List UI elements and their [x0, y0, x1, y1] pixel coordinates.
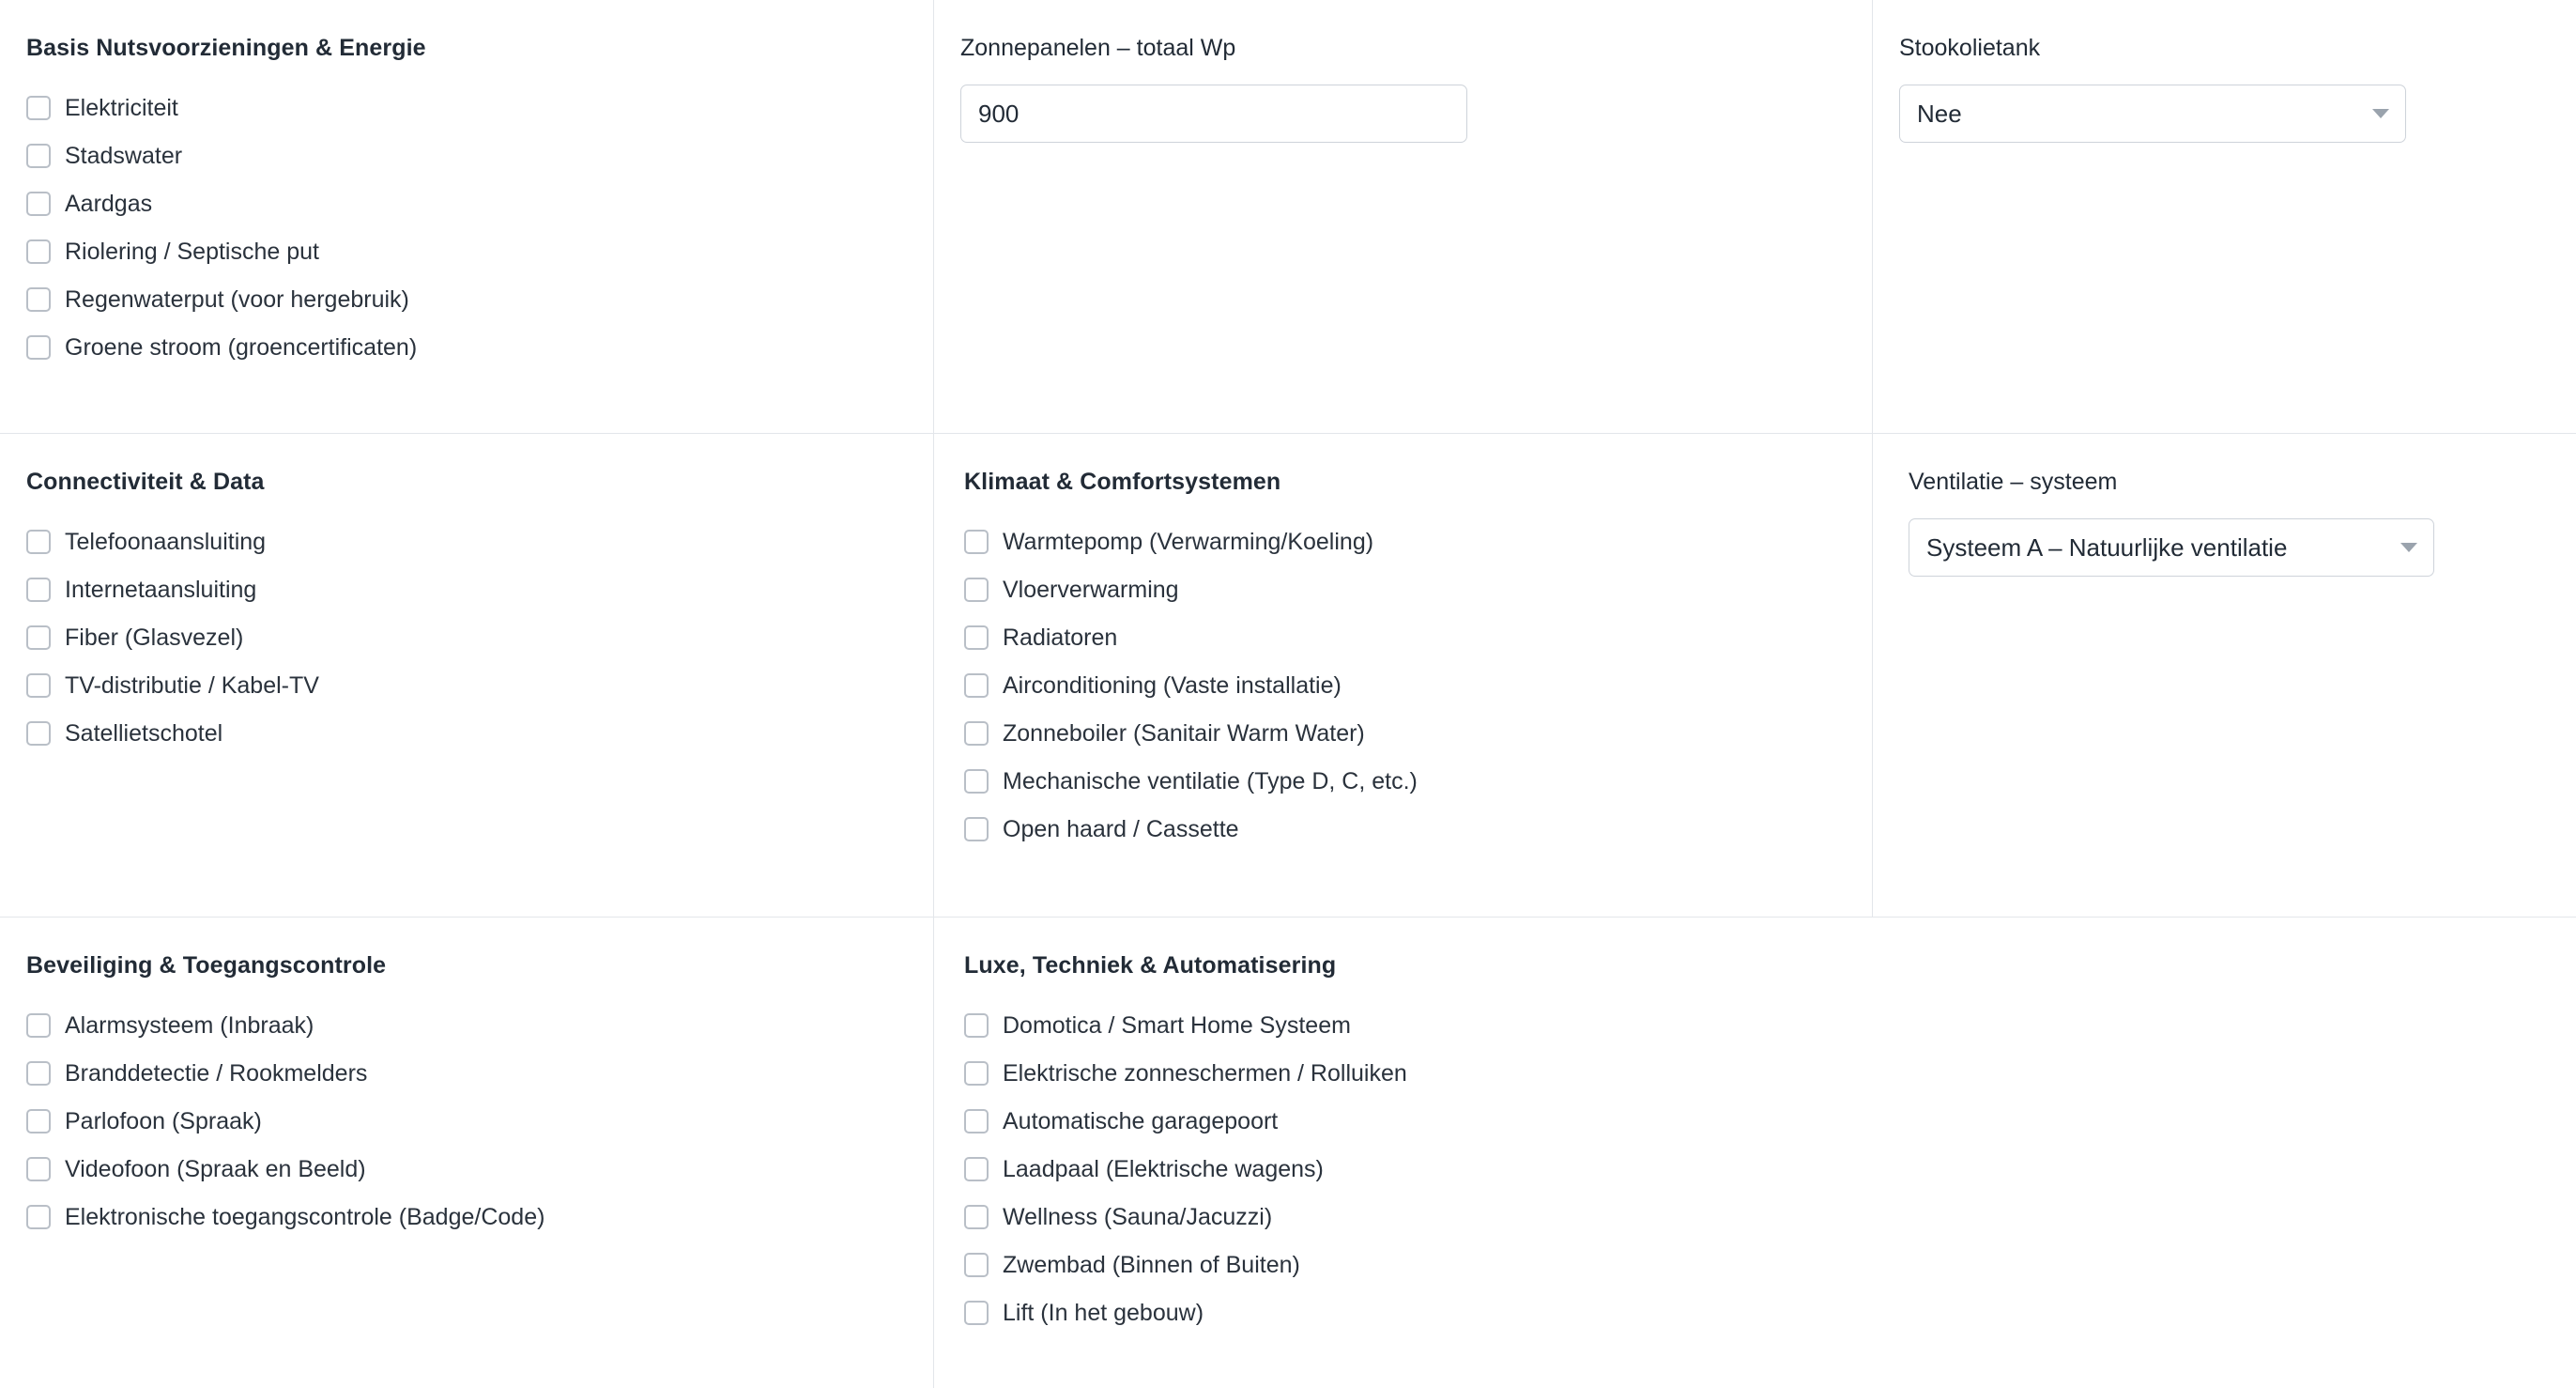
- section-title-connectiviteit: Connectiviteit & Data: [26, 469, 265, 495]
- checkbox-label: Regenwaterput (voor hergebruik): [65, 285, 409, 313]
- checkbox-label: Internetaansluiting: [65, 576, 257, 603]
- checkbox-box[interactable]: [964, 1061, 989, 1086]
- checkbox-box[interactable]: [964, 673, 989, 698]
- label-ventilatie: Ventilatie – systeem: [1909, 469, 2118, 495]
- input-zonnepanelen-wp[interactable]: [960, 85, 1467, 143]
- checkbox-item-groene-stroom[interactable]: [26, 326, 902, 369]
- select-ventilatie-systeem[interactable]: [1909, 518, 2434, 577]
- checkbox-label: Vloerverwarming: [1003, 576, 1179, 603]
- checkbox-box[interactable]: [964, 1013, 989, 1038]
- checkbox-label: Aardgas: [65, 190, 153, 217]
- section-title-luxe: Luxe, Techniek & Automatisering: [964, 952, 1337, 979]
- checkbox-item-airconditioning[interactable]: [964, 664, 1841, 707]
- checkbox-label: Fiber (Glasvezel): [65, 624, 244, 651]
- checkbox-item-aardgas[interactable]: [26, 182, 902, 225]
- checkbox-box[interactable]: [964, 1301, 989, 1325]
- checkbox-label: Branddetectie / Rookmelders: [65, 1059, 368, 1087]
- checkbox-list-connectiviteit: [26, 520, 902, 755]
- checkbox-item-elektriciteit[interactable]: [26, 86, 902, 130]
- checkbox-box[interactable]: [26, 578, 51, 602]
- checkbox-box[interactable]: [26, 721, 51, 746]
- field-stookolietank: [1873, 0, 2576, 433]
- checkbox-label: Airconditioning (Vaste installatie): [1003, 671, 1342, 699]
- section-beveiliging-toegangscontrole: [0, 918, 934, 1388]
- checkbox-label: Lift (In het gebouw): [1003, 1299, 1204, 1326]
- checkbox-item-zwembad[interactable]: [964, 1243, 1841, 1287]
- checkbox-item-regenwaterput[interactable]: [26, 278, 902, 321]
- checkbox-label: Mechanische ventilatie (Type D, C, etc.): [1003, 767, 1418, 794]
- section-luxe-techniek: [934, 918, 1873, 1388]
- field-ventilatie: [1873, 434, 2576, 917]
- checkbox-item-fiber[interactable]: [26, 616, 902, 659]
- checkbox-label: Stadswater: [65, 142, 183, 169]
- checkbox-list-klimaat: [964, 520, 1841, 851]
- section-title-basis: Basis Nutsvoorzieningen & Energie: [26, 35, 426, 61]
- row-utilities: [0, 0, 2576, 434]
- checkbox-item-riolering[interactable]: [26, 230, 902, 273]
- checkbox-item-internetaansluiting[interactable]: [26, 568, 902, 611]
- checkbox-box[interactable]: [26, 144, 51, 168]
- checkbox-box[interactable]: [964, 530, 989, 554]
- checkbox-label: Automatische garagepoort: [1003, 1107, 1279, 1134]
- checkbox-label: Domotica / Smart Home Systeem: [1003, 1011, 1351, 1039]
- checkbox-item-parlofoon[interactable]: [26, 1100, 902, 1143]
- checkbox-item-mechanische-ventilatie[interactable]: [964, 760, 1841, 803]
- checkbox-item-videofoon[interactable]: [26, 1148, 902, 1191]
- section-klimaat-comfort: [934, 434, 1873, 917]
- checkbox-item-domotica[interactable]: [964, 1004, 1841, 1047]
- checkbox-item-satellietschotel[interactable]: [26, 712, 902, 755]
- checkbox-item-wellness[interactable]: [964, 1195, 1841, 1239]
- checkbox-label: Laadpaal (Elektrische wagens): [1003, 1155, 1324, 1182]
- checkbox-box[interactable]: [26, 1205, 51, 1229]
- checkbox-item-warmtepomp[interactable]: [964, 520, 1841, 563]
- checkbox-box[interactable]: [964, 721, 989, 746]
- section-title-beveiliging: Beveiliging & Toegangscontrole: [26, 952, 387, 979]
- checkbox-label: Riolering / Septische put: [65, 238, 319, 265]
- checkbox-item-radiatoren[interactable]: [964, 616, 1841, 659]
- checkbox-item-telefoonaansluiting[interactable]: [26, 520, 902, 563]
- checkbox-label: Wellness (Sauna/Jacuzzi): [1003, 1203, 1273, 1230]
- checkbox-item-stadswater[interactable]: [26, 134, 902, 177]
- checkbox-box[interactable]: [964, 625, 989, 650]
- checkbox-item-tv-distributie[interactable]: [26, 664, 902, 707]
- checkbox-item-vloerverwarming[interactable]: [964, 568, 1841, 611]
- row-connectivity-climate: [0, 434, 2576, 918]
- checkbox-label: Alarmsysteem (Inbraak): [65, 1011, 314, 1039]
- checkbox-label: Zonneboiler (Sanitair Warm Water): [1003, 719, 1365, 747]
- checkbox-label: Zwembad (Binnen of Buiten): [1003, 1251, 1300, 1278]
- checkbox-label: Telefoonaansluiting: [65, 528, 267, 555]
- checkbox-box[interactable]: [26, 1109, 51, 1134]
- checkbox-box[interactable]: [964, 817, 989, 841]
- checkbox-box[interactable]: [964, 1205, 989, 1229]
- section-title-klimaat: Klimaat & Comfortsystemen: [964, 469, 1281, 495]
- select-ventilatie-value[interactable]: Systeem A – Natuurlijke ventilatie: [1909, 518, 2434, 577]
- checkbox-item-alarmsysteem[interactable]: [26, 1004, 902, 1047]
- checkbox-box[interactable]: [26, 1157, 51, 1181]
- checkbox-box[interactable]: [26, 625, 51, 650]
- checkbox-box[interactable]: [964, 1157, 989, 1181]
- row-security-luxury: [0, 918, 2576, 1388]
- checkbox-label: Radiatoren: [1003, 624, 1118, 651]
- checkbox-label: Videofoon (Spraak en Beeld): [65, 1155, 366, 1182]
- select-stookolietank[interactable]: [1899, 85, 2406, 143]
- checkbox-box[interactable]: [964, 1253, 989, 1277]
- empty-panel-row3: [1873, 918, 2576, 1388]
- label-zonnepanelen: Zonnepanelen – totaal Wp: [960, 35, 1236, 61]
- checkbox-box[interactable]: [26, 1061, 51, 1086]
- label-stookolietank: Stookolietank: [1899, 35, 2041, 61]
- checkbox-item-zonneboiler[interactable]: [964, 712, 1841, 755]
- checkbox-box[interactable]: [26, 96, 51, 120]
- checkbox-item-open-haard[interactable]: [964, 808, 1841, 851]
- checkbox-item-zonneschermen[interactable]: [964, 1052, 1841, 1095]
- checkbox-box[interactable]: [26, 530, 51, 554]
- checkbox-label: Elektriciteit: [65, 94, 178, 121]
- checkbox-item-laadpaal[interactable]: [964, 1148, 1841, 1191]
- checkbox-label: Open haard / Cassette: [1003, 815, 1239, 842]
- field-zonnepanelen: [934, 0, 1873, 433]
- checkbox-label: Warmtepomp (Verwarming/Koeling): [1003, 528, 1374, 555]
- select-stookolietank-value[interactable]: Nee: [1899, 85, 2406, 143]
- checkbox-box[interactable]: [26, 673, 51, 698]
- checkbox-item-garagepoort[interactable]: [964, 1100, 1841, 1143]
- checkbox-label: Satellietschotel: [65, 719, 223, 747]
- chevron-down-icon: [2400, 543, 2417, 552]
- checkbox-item-branddetectie[interactable]: [26, 1052, 902, 1095]
- checkbox-box[interactable]: [26, 1013, 51, 1038]
- checkbox-box[interactable]: [26, 239, 51, 264]
- checkbox-list-beveiliging: [26, 1004, 902, 1239]
- section-basis-nutsvoorzieningen: [0, 0, 934, 433]
- checkbox-item-lift[interactable]: [964, 1291, 1841, 1334]
- checkbox-label: Elektrische zonneschermen / Rolluiken: [1003, 1059, 1407, 1087]
- chevron-down-icon: [2372, 109, 2389, 118]
- checkbox-box[interactable]: [26, 335, 51, 360]
- checkbox-box[interactable]: [26, 192, 51, 216]
- checkbox-box[interactable]: [964, 578, 989, 602]
- section-connectiviteit-data: [0, 434, 934, 917]
- checkbox-box[interactable]: [26, 287, 51, 312]
- checkbox-box[interactable]: [964, 769, 989, 794]
- checkbox-box[interactable]: [964, 1109, 989, 1134]
- checkbox-label: Groene stroom (groencertificaten): [65, 333, 418, 361]
- checkbox-list-basis: [26, 86, 902, 369]
- checkbox-label: Parlofoon (Spraak): [65, 1107, 262, 1134]
- checkbox-label: Elektronische toegangscontrole (Badge/Code): [65, 1203, 545, 1230]
- checkbox-label: TV-distributie / Kabel-TV: [65, 671, 319, 699]
- checkbox-item-elektronische-toegangscontrole[interactable]: [26, 1195, 902, 1239]
- checkbox-list-luxe: [964, 1004, 1841, 1334]
